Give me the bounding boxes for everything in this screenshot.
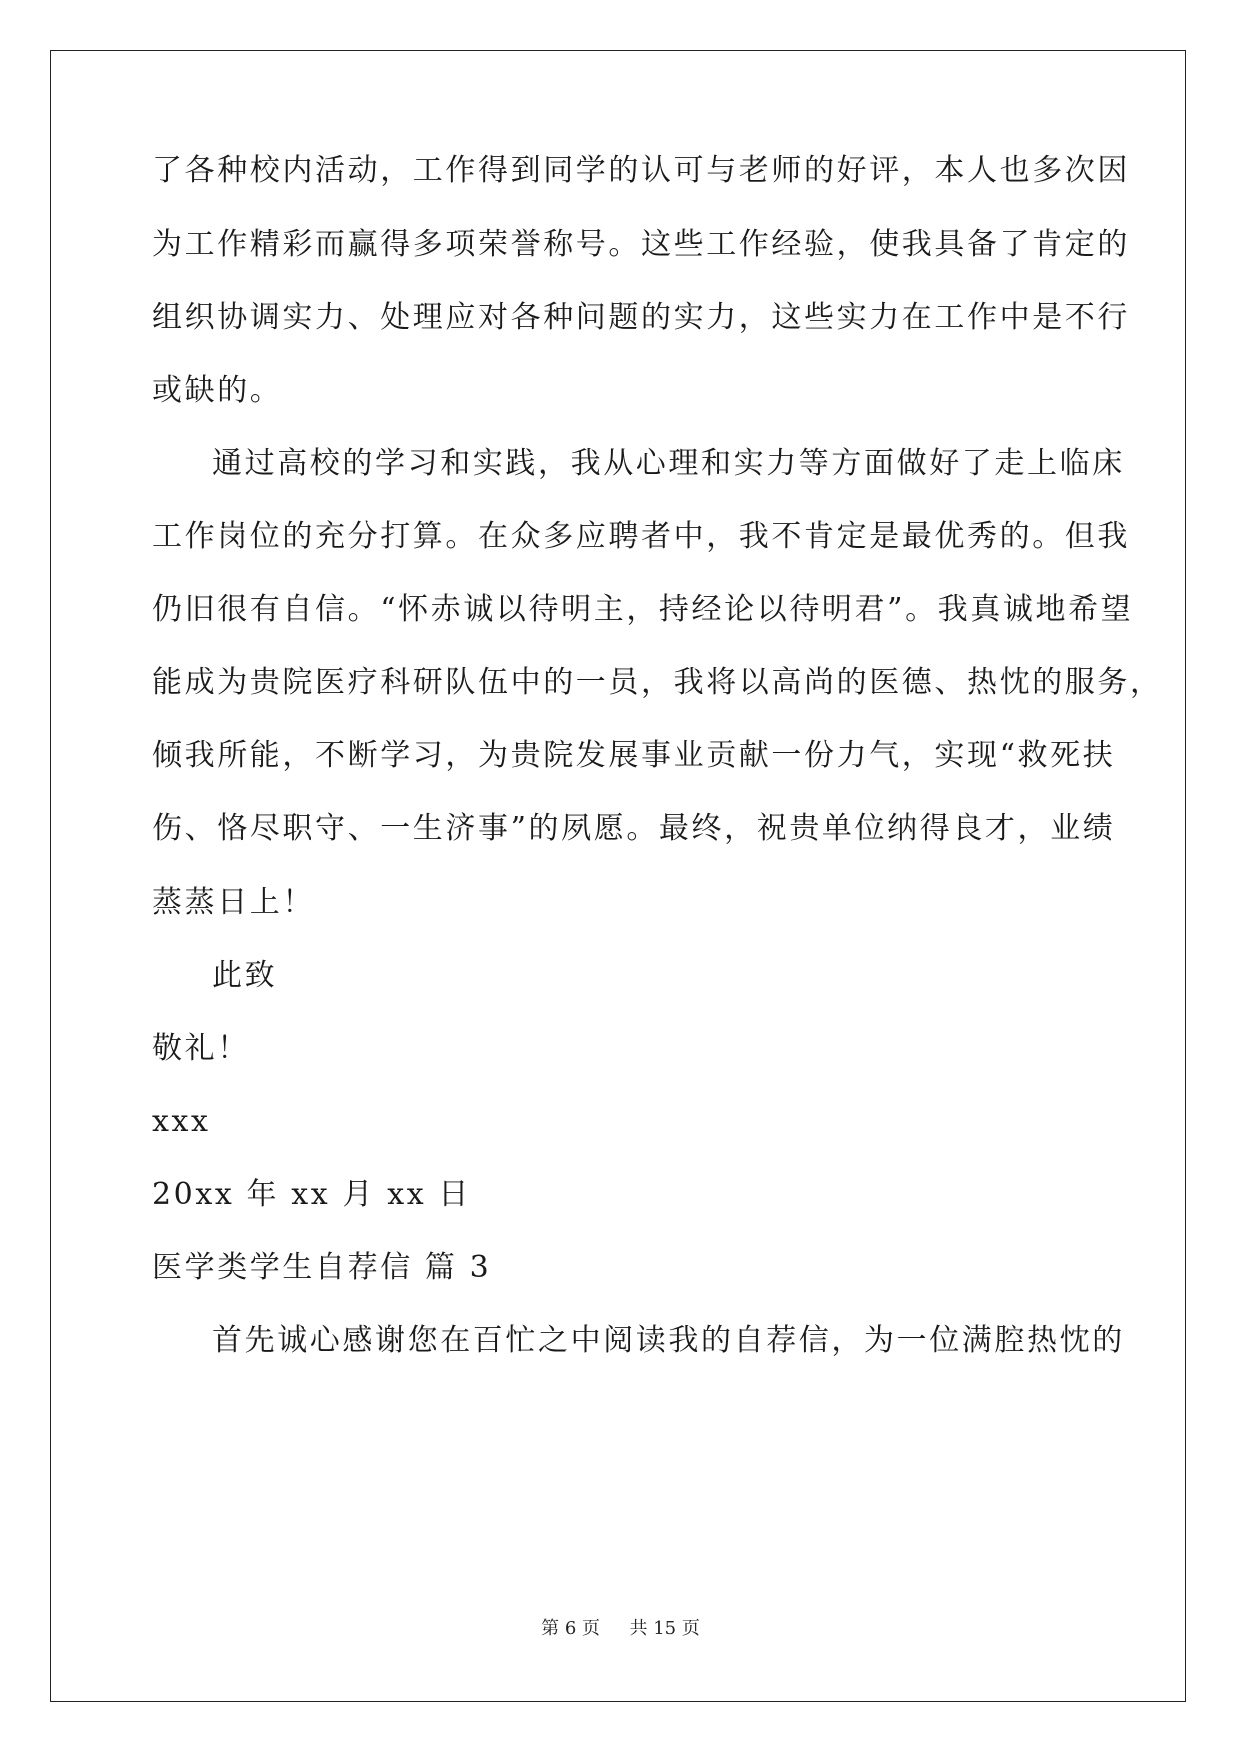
page-total: 共 15 页 <box>629 1618 700 1639</box>
page-number: 第 6 页 <box>541 1618 601 1639</box>
signature-date: 20xx 年 xx 月 xx 日 <box>152 1177 471 1212</box>
body-line: 伤、恪尽职守、一生济事”的夙愿。最终，祝贵单位纳得良才，业绩 <box>152 811 1116 846</box>
section-heading: 医学类学生自荐信 篇 3 <box>152 1250 492 1285</box>
body-line: 通过高校的学习和实践，我从心理和实力等方面做好了走上临床 <box>212 446 1125 481</box>
body-line: 能成为贵院医疗科研队伍中的一员，我将以高尚的医德、热忱的服务， <box>152 665 1163 700</box>
page-footer <box>0 1617 1241 1641</box>
body-line: 为工作精彩而赢得多项荣誉称号。这些工作经验，使我具备了肯定的 <box>152 227 1130 262</box>
body-line: 蒸蒸日上！ <box>152 885 315 920</box>
closing-salutation: 此致 <box>212 958 278 993</box>
body-line: 或缺的。 <box>152 373 283 408</box>
signature-name: xxx <box>152 1104 211 1139</box>
body-line: 首先诚心感谢您在百忙之中阅读我的自荐信，为一位满腔热忱的 <box>212 1323 1125 1358</box>
body-line: 了各种校内活动，工作得到同学的认可与老师的好评，本人也多次因 <box>152 153 1130 188</box>
body-line: 组织协调实力、处理应对各种问题的实力，这些实力在工作中是不行 <box>152 300 1130 335</box>
body-line: 仍旧很有自信。“怀赤诚以待明主，持经论以待明君”。我真诚地希望 <box>152 592 1134 627</box>
closing-regards: 敬礼！ <box>152 1031 250 1066</box>
body-line: 倾我所能，不断学习，为贵院发展事业贡献一份力气，实现“救死扶 <box>152 738 1116 773</box>
body-line: 工作岗位的充分打算。在众多应聘者中，我不肯定是最优秀的。但我 <box>152 519 1130 554</box>
